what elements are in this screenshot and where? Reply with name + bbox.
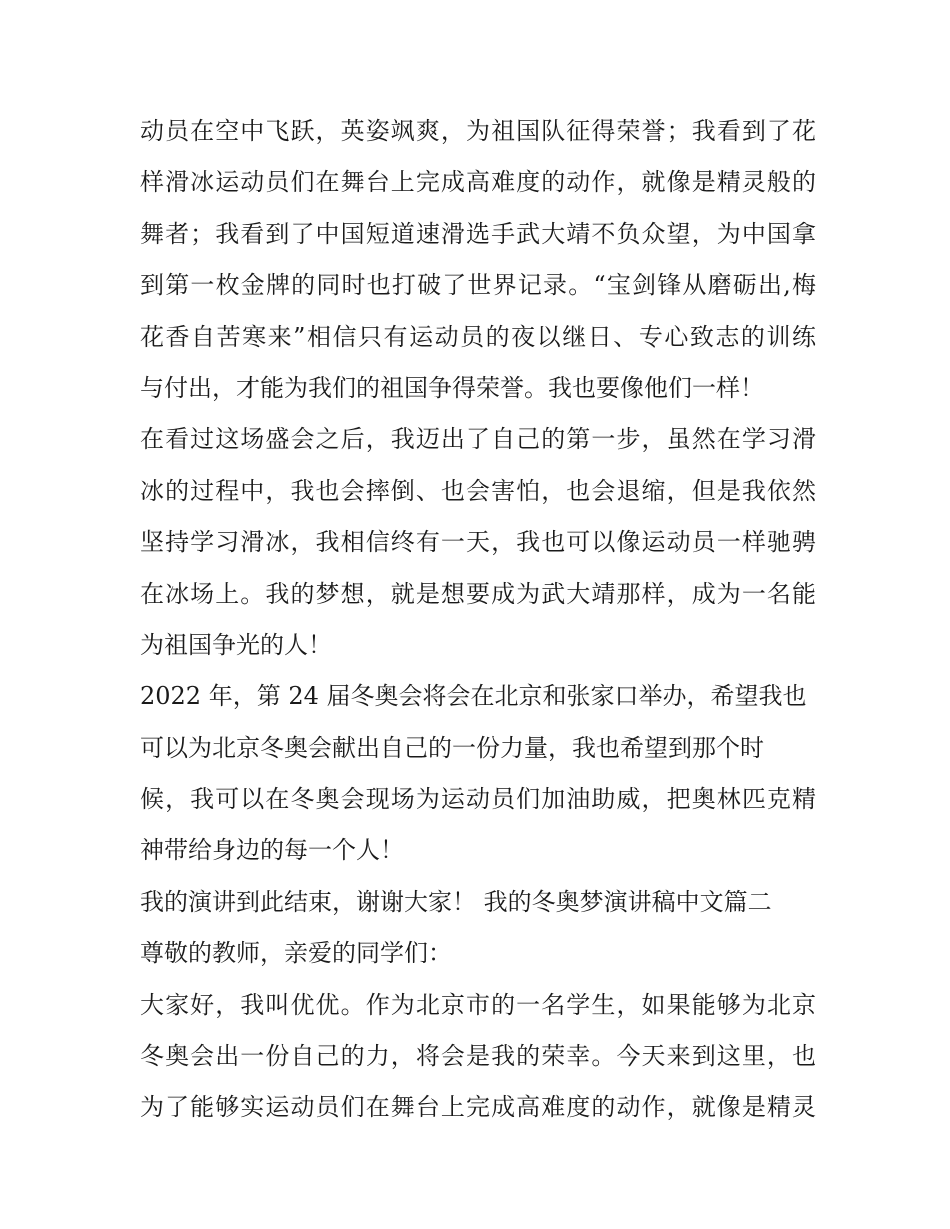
text-line: 冰的过程中，我也会摔倒、也会害怕，也会退缩，但是我依然 xyxy=(140,476,816,505)
text-line: 冬奥会出一份自己的力，将会是我的荣幸。今天来到这里，也 xyxy=(140,1042,816,1071)
text-line: 尊敬的教师，亲爱的同学们： xyxy=(140,939,452,968)
text-line: 大家好，我叫优优。作为北京市的一名学生，如果能够为北京 xyxy=(140,990,816,1019)
text-line: 2022 年，第 24 届冬奥会将会在北京和张家口举办，希望我也 xyxy=(140,682,807,711)
text-line: 我的演讲到此结束，谢谢大家！ 我的冬奥梦演讲稿中文篇二 xyxy=(140,887,772,916)
text-line: 可以为北京冬奥会献出自己的一份力量，我也希望到那个时 xyxy=(140,733,764,762)
text-line: 花香自苦寒来”相信只有运动员的夜以继日、专心致志的训练 xyxy=(140,322,816,351)
text-line: 到第一枚金牌的同时也打破了世界记录。“宝剑锋从磨砺出,梅 xyxy=(140,271,816,300)
text-line: 在看过这场盛会之后，我迈出了自己的第一步，虽然在学习滑 xyxy=(140,425,816,454)
text-line: 动员在空中飞跃，英姿飒爽，为祖国队征得荣誉；我看到了花 xyxy=(140,117,816,145)
text-line: 神带给身边的每一个人！ xyxy=(140,836,404,865)
text-line: 为了能够实运动员们在舞台上完成高难度的动作，就像是精灵 xyxy=(140,1093,816,1122)
text-line: 坚持学习滑冰，我相信终有一天，我也可以像运动员一样驰骋 xyxy=(140,528,816,557)
text-line: 与付出，才能为我们的祖国争得荣誉。我也要像他们一样！ xyxy=(140,373,764,402)
document-body xyxy=(140,106,816,1134)
text-line: 舞者；我看到了中国短道速滑选手武大靖不负众望，为中国拿 xyxy=(140,219,816,248)
text-line: 候，我可以在冬奥会现场为运动员们加油助威，把奥林匹克精 xyxy=(140,785,816,814)
text-line: 在冰场上。我的梦想，就是想要成为武大靖那样，成为一名能 xyxy=(140,579,816,608)
text-line: 样滑冰运动员们在舞台上完成高难度的动作，就像是精灵般的 xyxy=(140,168,816,197)
text-line: 为祖国争光的人！ xyxy=(140,630,332,659)
